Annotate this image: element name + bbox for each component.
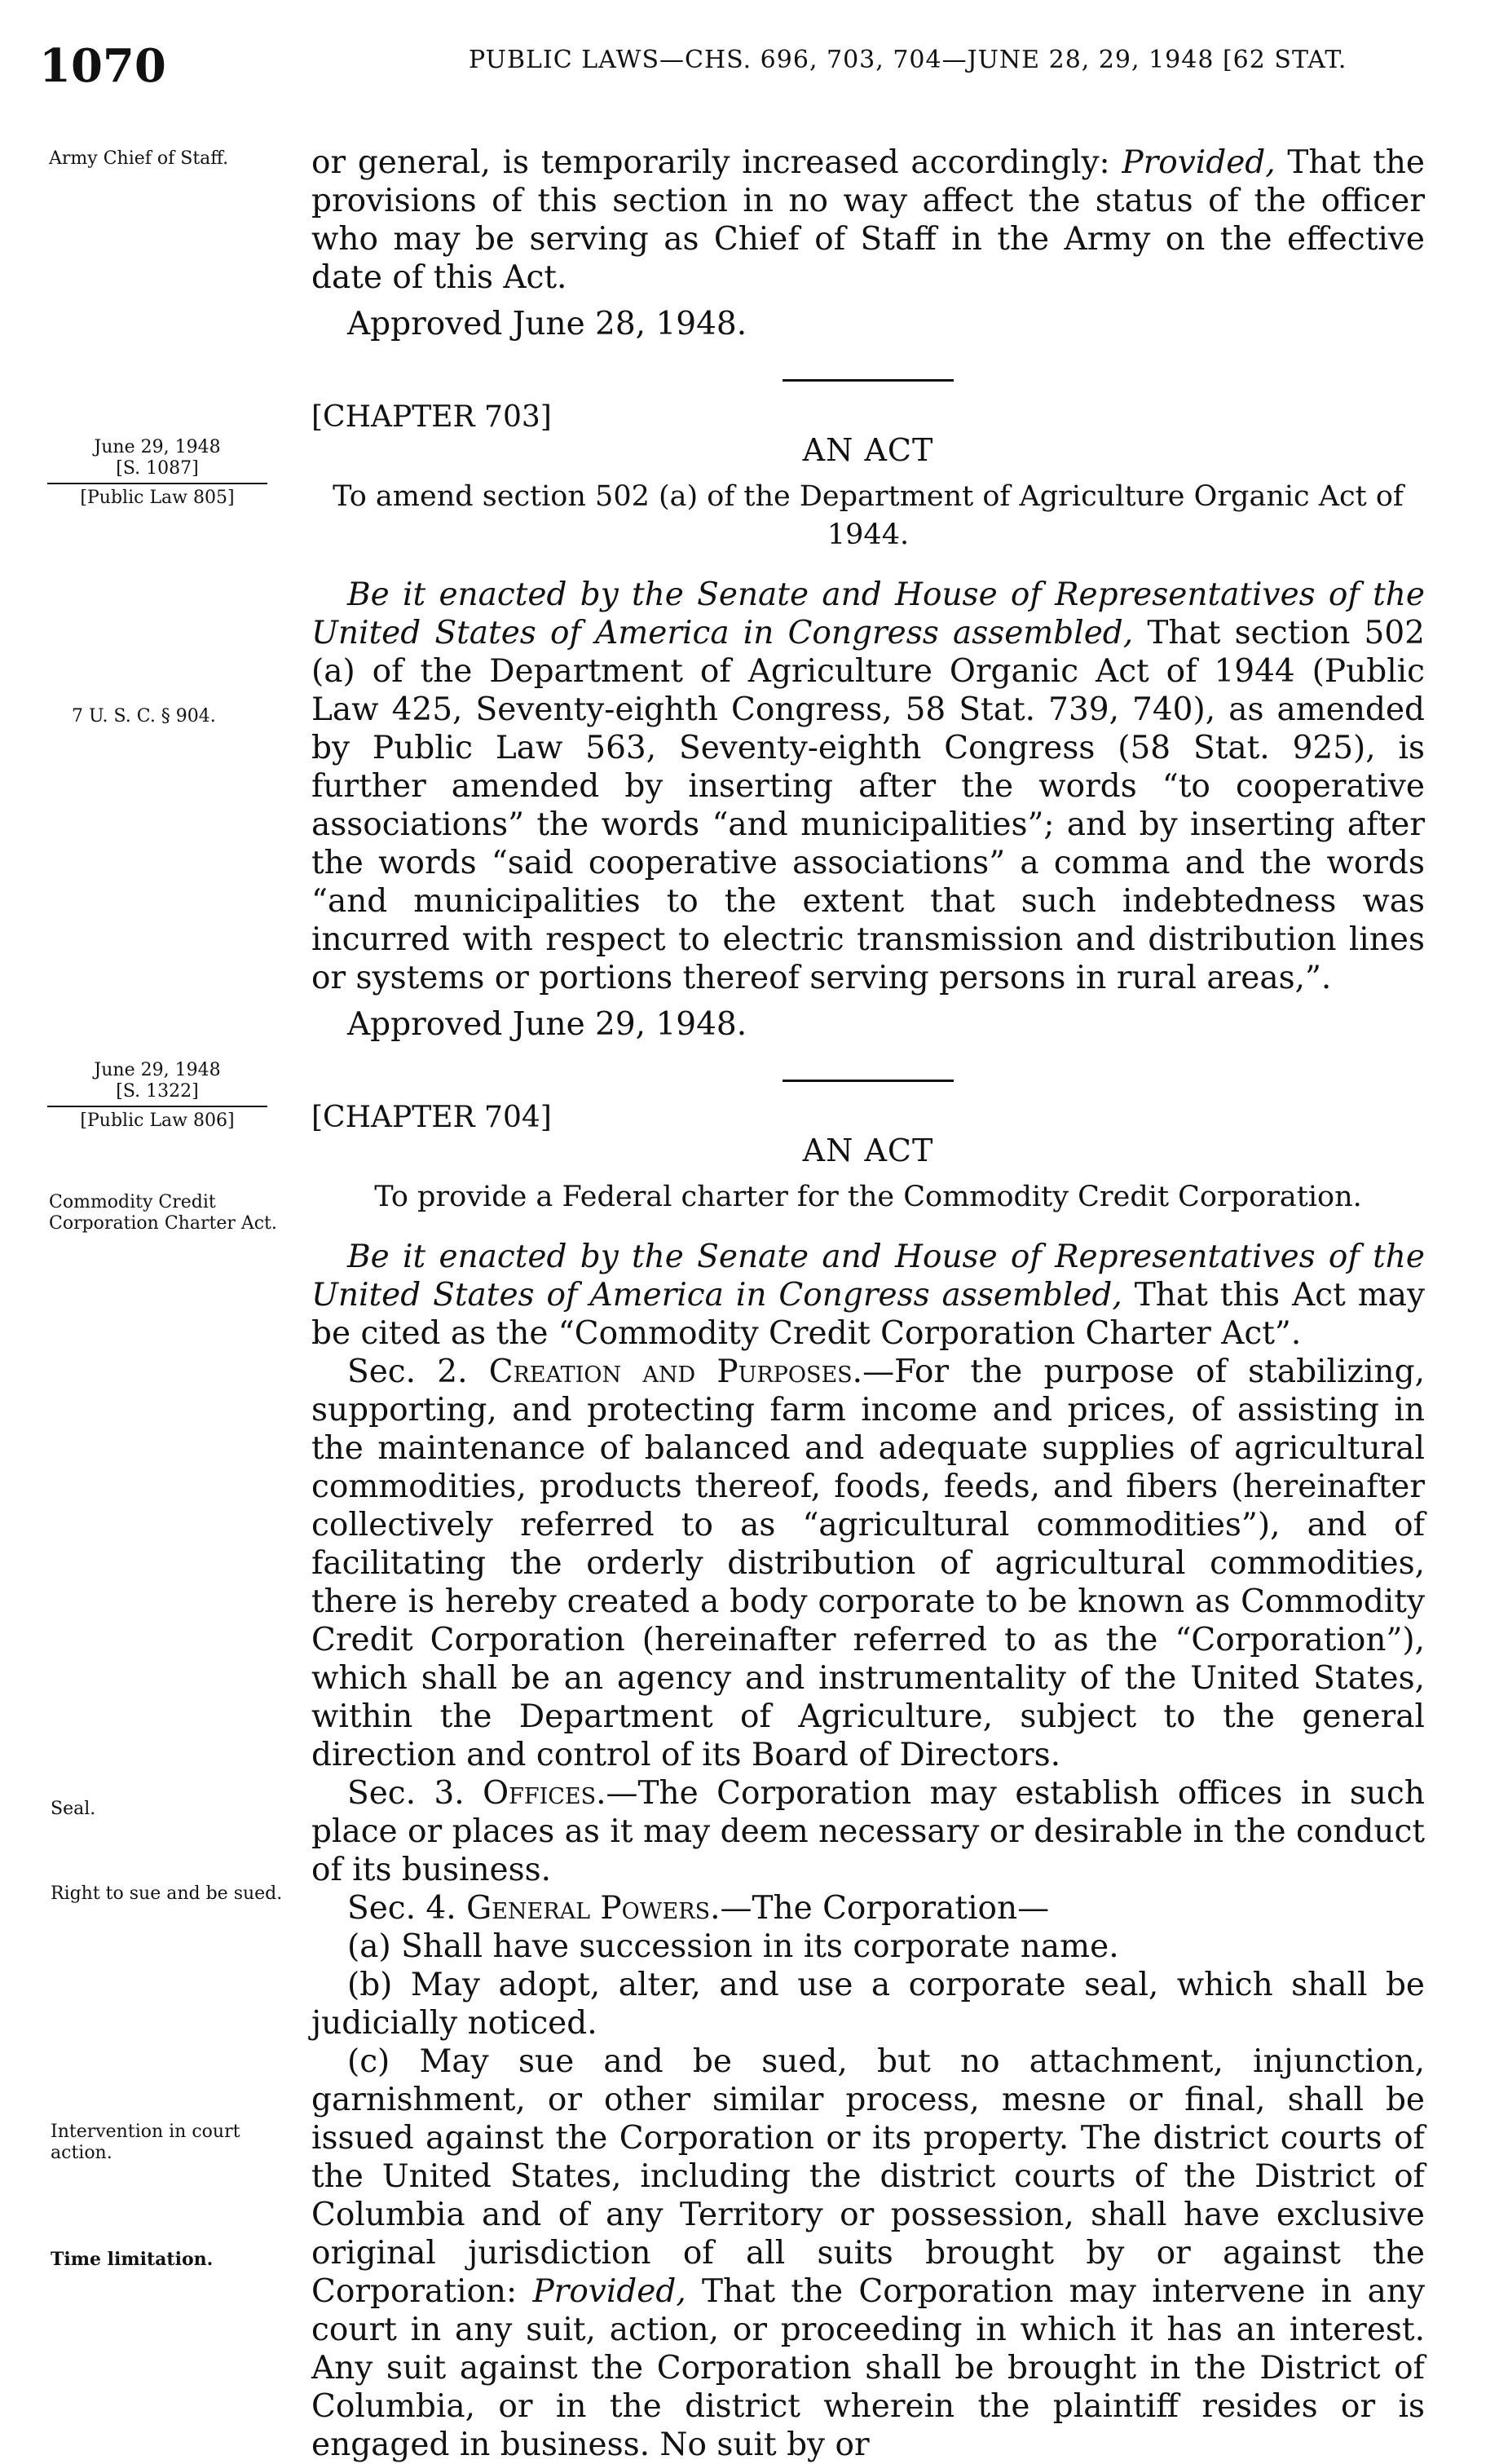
margin-note-time: Time limitation. <box>51 2249 214 2270</box>
ch704-law: [Public Law 806] <box>80 1111 235 1131</box>
ch704-enacting-clause: Be it enacted by the Senate and House of Representatives of the United States of America in Congress assembled, That this Act may be cited as the “Commodity Credit Corporation Charter Act”. <box>311 1239 1425 1352</box>
sec4-item-a: (a) Shall have succession in its corporate name. <box>347 1928 1119 1965</box>
sec2-paragraph: Sec. 2. Creation and Purposes.—For the purpose of stabilizing, supporting, and protecting farm income and prices, of assisting in the maintenance of balanced and adequate supplies of agricultural commodities, products thereof, foods, feeds, and fibers (hereinafter collectively referred to as “agricultural commodities”), and of facilitating the orderly distribution of agricultural commodities, there is hereby created a body corporate to be known as Commodity Credit Corporation (hereinafter referred to as the “Corporation”), which shall be an agency and instrumentality of the United States, within the Department of Agriculture, subject to the general direction and control of its Board of Directors. <box>311 1353 1425 1773</box>
ch704-date: June 29, 1948 <box>94 1060 221 1080</box>
margin-note-sue: Right to sue and be sued. <box>51 1883 283 1904</box>
ch704-an-act: AN ACT <box>802 1133 934 1168</box>
sec4-item-c: (c) May sue and be sued, but no attachment, injunction, garnishment, or other similar process, mesne or final, shall be issued against the Corporation or its property. The district courts of the United States, including the district courts of the District of Columbia and of any Territory or possession, shall have exclusive original jurisdiction of all suits brought by or against the Corporation: Provided, That the Corporation may intervene in any court in any suit, action, or proceeding in which it has an interest. Any suit against the Corporation shall be brought in the District of Columbia, or in the district wherein the plaintiff resides or is engaged in business. No suit by or <box>311 2043 1425 2463</box>
ch696-approved: Approved June 28, 1948. <box>347 306 747 342</box>
ch703-date: June 29, 1948 <box>94 437 221 457</box>
ch704-heading: [CHAPTER 704] <box>311 1101 552 1134</box>
margin-block-ch703 <box>47 437 267 509</box>
section-divider <box>783 1080 954 1082</box>
sec3-paragraph: Sec. 3. Offices.—The Corporation may establish offices in such place or places as it may deem necessary or desirable in the conduct of its business. <box>311 1775 1425 1888</box>
ch703-an-act: AN ACT <box>802 432 934 468</box>
ch703-bill: [S. 1087] <box>116 458 199 479</box>
ch703-paragraph: Be it enacted by the Senate and House of Representatives of the United States of America in Congress assembled, That section 502 (a) of the Department of Agriculture Organic Act of 1944 (Public Law 425, Seventy-eighth Congress, 58 Stat. 739, 740), as amended by Public Law 563, Seventy-eighth Congress (58 Stat. 925), is further amended by inserting after the words “to cooperative associations” the words “and municipalities”; and by inserting after the words “said cooperative associations” a comma and the words “and municipalities to the extent that such indebtedness was incurred with respect to electric transmission and distribution lines or systems or portions thereof serving persons in rural areas,”. <box>311 576 1425 996</box>
ch703-heading: [CHAPTER 703] <box>311 400 552 434</box>
running-title: PUBLIC LAWS—CHS. 696, 703, 704—JUNE 28, 29, 1948 [62 STAT. <box>469 46 1347 74</box>
margin-note-intervention: Intervention in court action. <box>51 2122 240 2163</box>
ch704-title: To provide a Federal charter for the Commodity Credit Corporation. <box>374 1181 1362 1213</box>
margin-note-ccc-act: Commodity Credit Corporation Charter Act. <box>49 1192 277 1234</box>
sec4-item-b: (b) May adopt, alter, and use a corporate seal, which shall be judicially noticed. <box>311 1967 1425 2042</box>
ch703-approved: Approved June 29, 1948. <box>347 1006 747 1043</box>
margin-note-seal: Seal. <box>51 1799 96 1819</box>
margin-note-usc: 7 U. S. C. § 904. <box>72 706 216 726</box>
ch704-bill: [S. 1322] <box>116 1081 199 1102</box>
ch696-paragraph: or general, is temporarily increased accordingly: Provided, That the provisions of this section in no way affect the status of the officer who may be serving as Chief of Staff in the Army on the effective date of this Act. <box>311 144 1426 296</box>
margin-divider <box>47 483 267 484</box>
ch703-title: To amend section 502 (a) of the Department of Agriculture Organic Act of 1944. <box>333 480 1404 551</box>
margin-block-ch704 <box>47 1060 267 1132</box>
page-number: 1070 <box>39 39 166 93</box>
section-divider <box>783 379 954 382</box>
ch703-law: [Public Law 805] <box>80 488 235 508</box>
margin-note-army-chief: Army Chief of Staff. <box>49 148 229 169</box>
margin-divider <box>47 1106 267 1107</box>
main-column <box>311 144 1425 2464</box>
sec4-paragraph: Sec. 4. General Powers.—The Corporation— <box>347 1890 1050 1927</box>
